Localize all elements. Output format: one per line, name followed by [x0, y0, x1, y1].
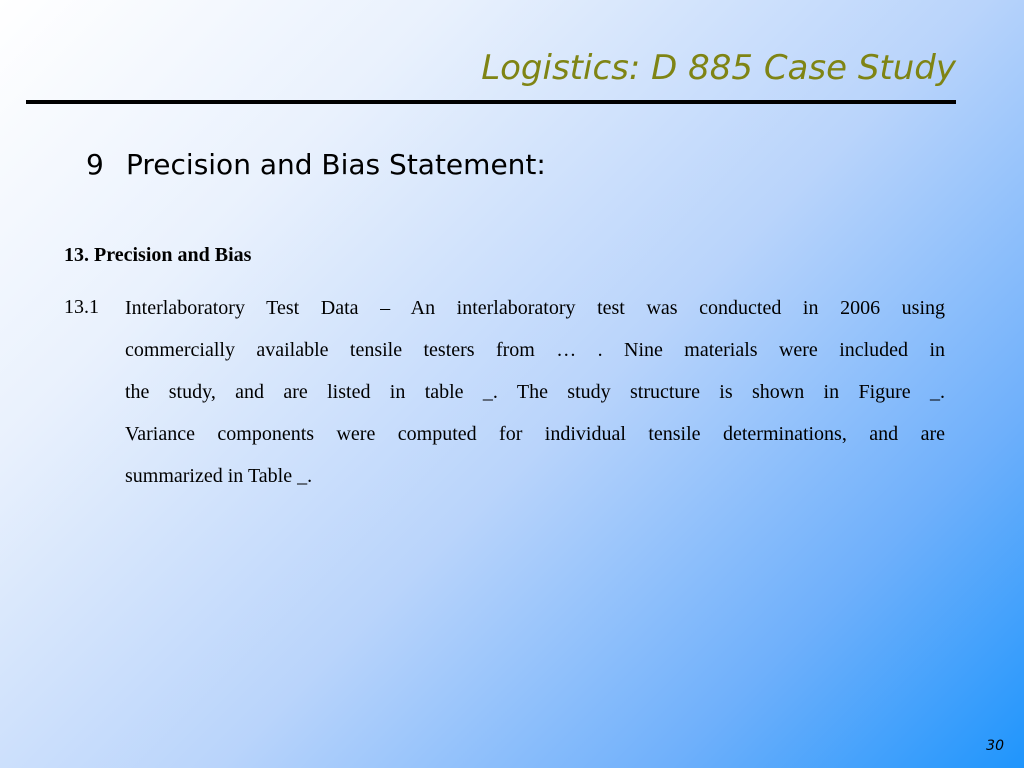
subhead-text: Precision and Bias Statement: [126, 148, 546, 181]
paragraph-number: 13.1 [64, 296, 99, 318]
paragraph-line: Variance components were computed for individual tensile determinations, and are [125, 423, 945, 445]
title-divider [26, 100, 956, 104]
subhead [86, 148, 546, 181]
paragraph-line: summarized in Table _. [125, 465, 313, 487]
paragraph-line: the study, and are listed in table _. The study structure is shown in Figure _. [125, 381, 945, 403]
slide-title: Logistics: D 885 Case Study [481, 48, 956, 88]
paragraph-line: commercially available tensile testers from … . Nine materials were included in [125, 339, 945, 361]
section-heading: 13. Precision and Bias [64, 244, 252, 266]
subhead-number: 9 [86, 148, 104, 181]
paragraph-body [125, 296, 945, 506]
paragraph-line: Interlaboratory Test Data – An interlaboratory test was conducted in 2006 using [125, 297, 945, 319]
page-number: 30 [986, 738, 1004, 754]
